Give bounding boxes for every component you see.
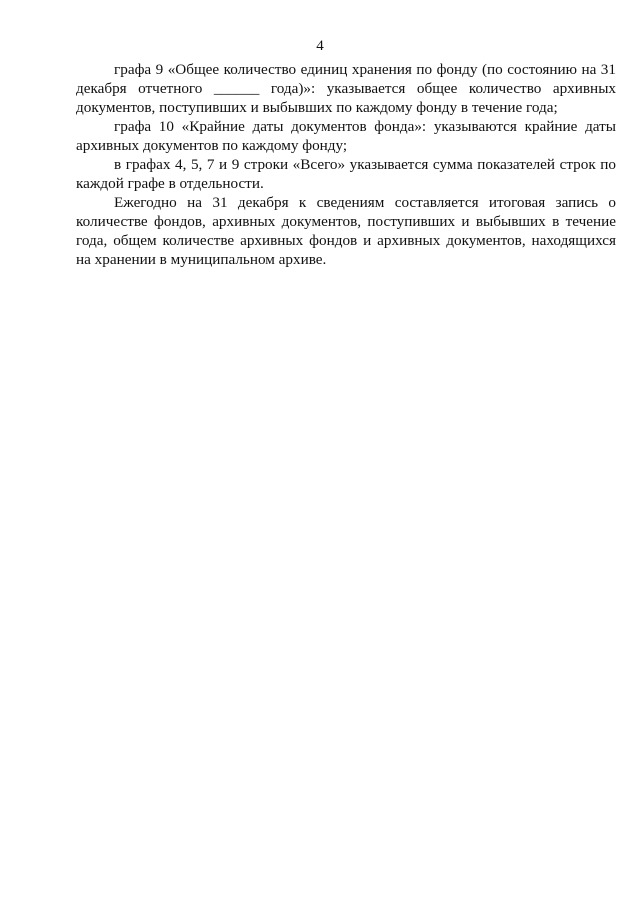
paragraph-total-row: в графах 4, 5, 7 и 9 строки «Всего» указывается сумма показателей строк по каждой графе в отдельности. — [76, 156, 616, 192]
paragraph-column-9: графа 9 «Общее количество единиц хранения по фонду (по состоянию на 31 декабря отчетного ______ года)»: указывается общее количество архивных документов, поступивших и выбывших по каждому фонду в течение года; — [76, 61, 616, 116]
paragraph-annual-record: Ежегодно на 31 декабря к сведениям составляется итоговая запись о количестве фондов, архивных документов, поступивших и выбывших в течение года, общем количестве архивных фондов и архивных документов, находящихся на хранении в муниципальном архиве. — [76, 194, 616, 268]
document-body — [76, 60, 616, 269]
page-number: 4 — [316, 38, 324, 54]
paragraph-column-10: графа 10 «Крайние даты документов фонда»: указываются крайние даты архивных документов по каждому фонду; — [76, 118, 616, 154]
